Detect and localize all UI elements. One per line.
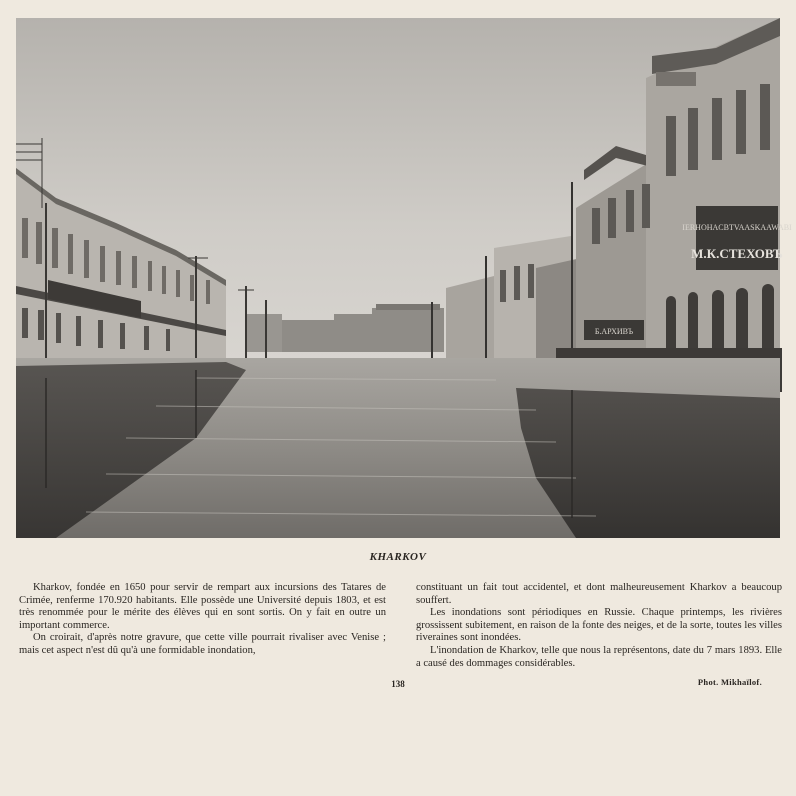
shop-sign-line1: IERHOHACBTVAASKAAWABI <box>682 223 792 232</box>
photograph-image <box>16 18 792 538</box>
paragraph: L'inondation de Kharkov, telle que nous la représentons, date du 7 mars 1893. Elle a causé des dommages considérables. <box>416 644 782 669</box>
paragraph: Les inondations sont périodiques en Russie. Chaque printemps, les rivières grossissent subitement, en raison de la fonte des neiges, et de la sorte, toutes les villes riveraines sont inondées. <box>416 607 782 644</box>
photo-caption: KHARKOV <box>369 551 427 563</box>
photo-credit: Phot. Mikhaïlof. <box>697 677 762 687</box>
text-column-left <box>19 582 386 658</box>
paragraph-continuation: constituant un fait tout accidentel, et dont malheureusement Kharkov a beaucoup souffert. <box>416 582 782 606</box>
paragraph: Kharkov, fondée en 1650 pour servir de rempart aux incursions des Tatares de Crimée, renferme 170.920 habitants. Elle possède une Université depuis 1803, et est très renommée pour le mérite des élèves qui en sont sortis. On y fait en outre un important commerce. <box>19 582 386 631</box>
flood-photograph <box>16 18 792 538</box>
flood-water <box>16 358 780 538</box>
page-number: 138 <box>391 679 405 689</box>
lower-sign-text: Б.АРХИВЪ <box>594 327 634 336</box>
shop-sign-line2: М.К.СТЕХОВЪ <box>691 246 783 261</box>
paragraph: On croirait, d'après notre gravure, que cette ville pourrait rivaliser avec Venise ; mais cet aspect n'est dû qu'à une formidable inondation, <box>19 632 386 656</box>
text-column-right <box>416 582 782 670</box>
